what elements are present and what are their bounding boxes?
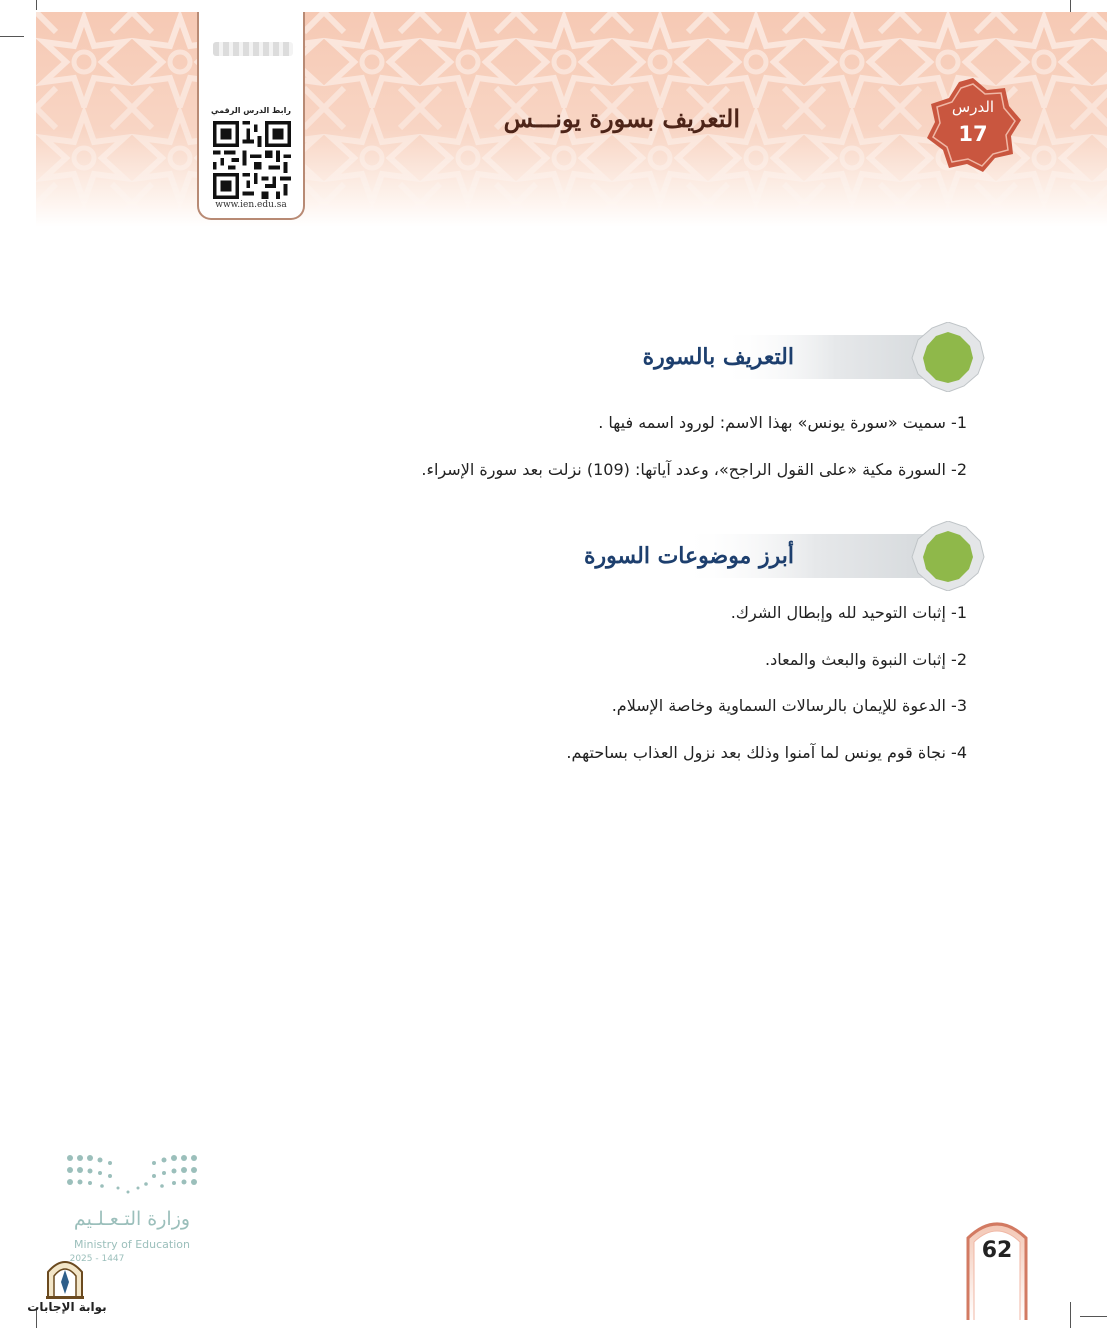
qr-url: www.ien.edu.sa [215,200,287,210]
lesson-number: 17 [958,122,988,146]
section-title: أبرز موضوعات السورة [583,543,794,569]
crop-mark [1070,1302,1071,1328]
crop-mark [1080,1316,1107,1317]
lesson-label: الدرس [951,98,995,116]
qr-caption: رابط الدرس الرقمي [211,106,291,115]
list-item: 2- السورة مكية «على القول الراجح»، وعدد آياتها: (109) نزلت بعد سورة الإسراء. [421,460,967,479]
lesson-badge [925,76,1021,172]
crop-mark [36,0,37,10]
page-number: 62 [981,1238,1013,1263]
section-heading-intro [642,322,990,392]
watermark-text: بوابة الإجابات [27,1300,107,1314]
gate-icon [44,1256,86,1300]
list-item: 2- إثبات النبوة والبعث والمعاد. [765,650,967,669]
ministry-name-en: Ministry of Education [73,1238,190,1251]
qr-code-icon[interactable] [213,120,291,200]
list-item: 4- نجاة قوم يونس لما آمنوا وذلك بعد نزول العذاب بساحتهم. [566,743,967,762]
section-heading-topics [583,521,990,591]
page-title: التعريف بسورة يونـــس [503,104,740,133]
crop-mark [0,36,24,37]
ministry-years: 2025 - 1447 [69,1254,125,1264]
page-tab-shape [966,1216,1028,1320]
list-item: 3- الدعوة للإيمان بالرسالات السماوية وخاصة الإسلام. [611,696,967,715]
qr-tab[interactable] [197,12,305,220]
ministry-logo-icon [62,1150,202,1200]
qr-tab-pattern [213,42,293,56]
list-item: 1- إثبات التوحيد لله وإبطال الشرك. [730,603,967,622]
section-title: التعريف بالسورة [642,344,794,370]
ministry-name-ar: وزارة التـعـلـيم [73,1208,191,1230]
page-number-tab [966,1216,1028,1320]
list-item: 1- سميت «سورة يونس» بهذا الاسم: لورود اسمه فيها . [598,413,967,432]
